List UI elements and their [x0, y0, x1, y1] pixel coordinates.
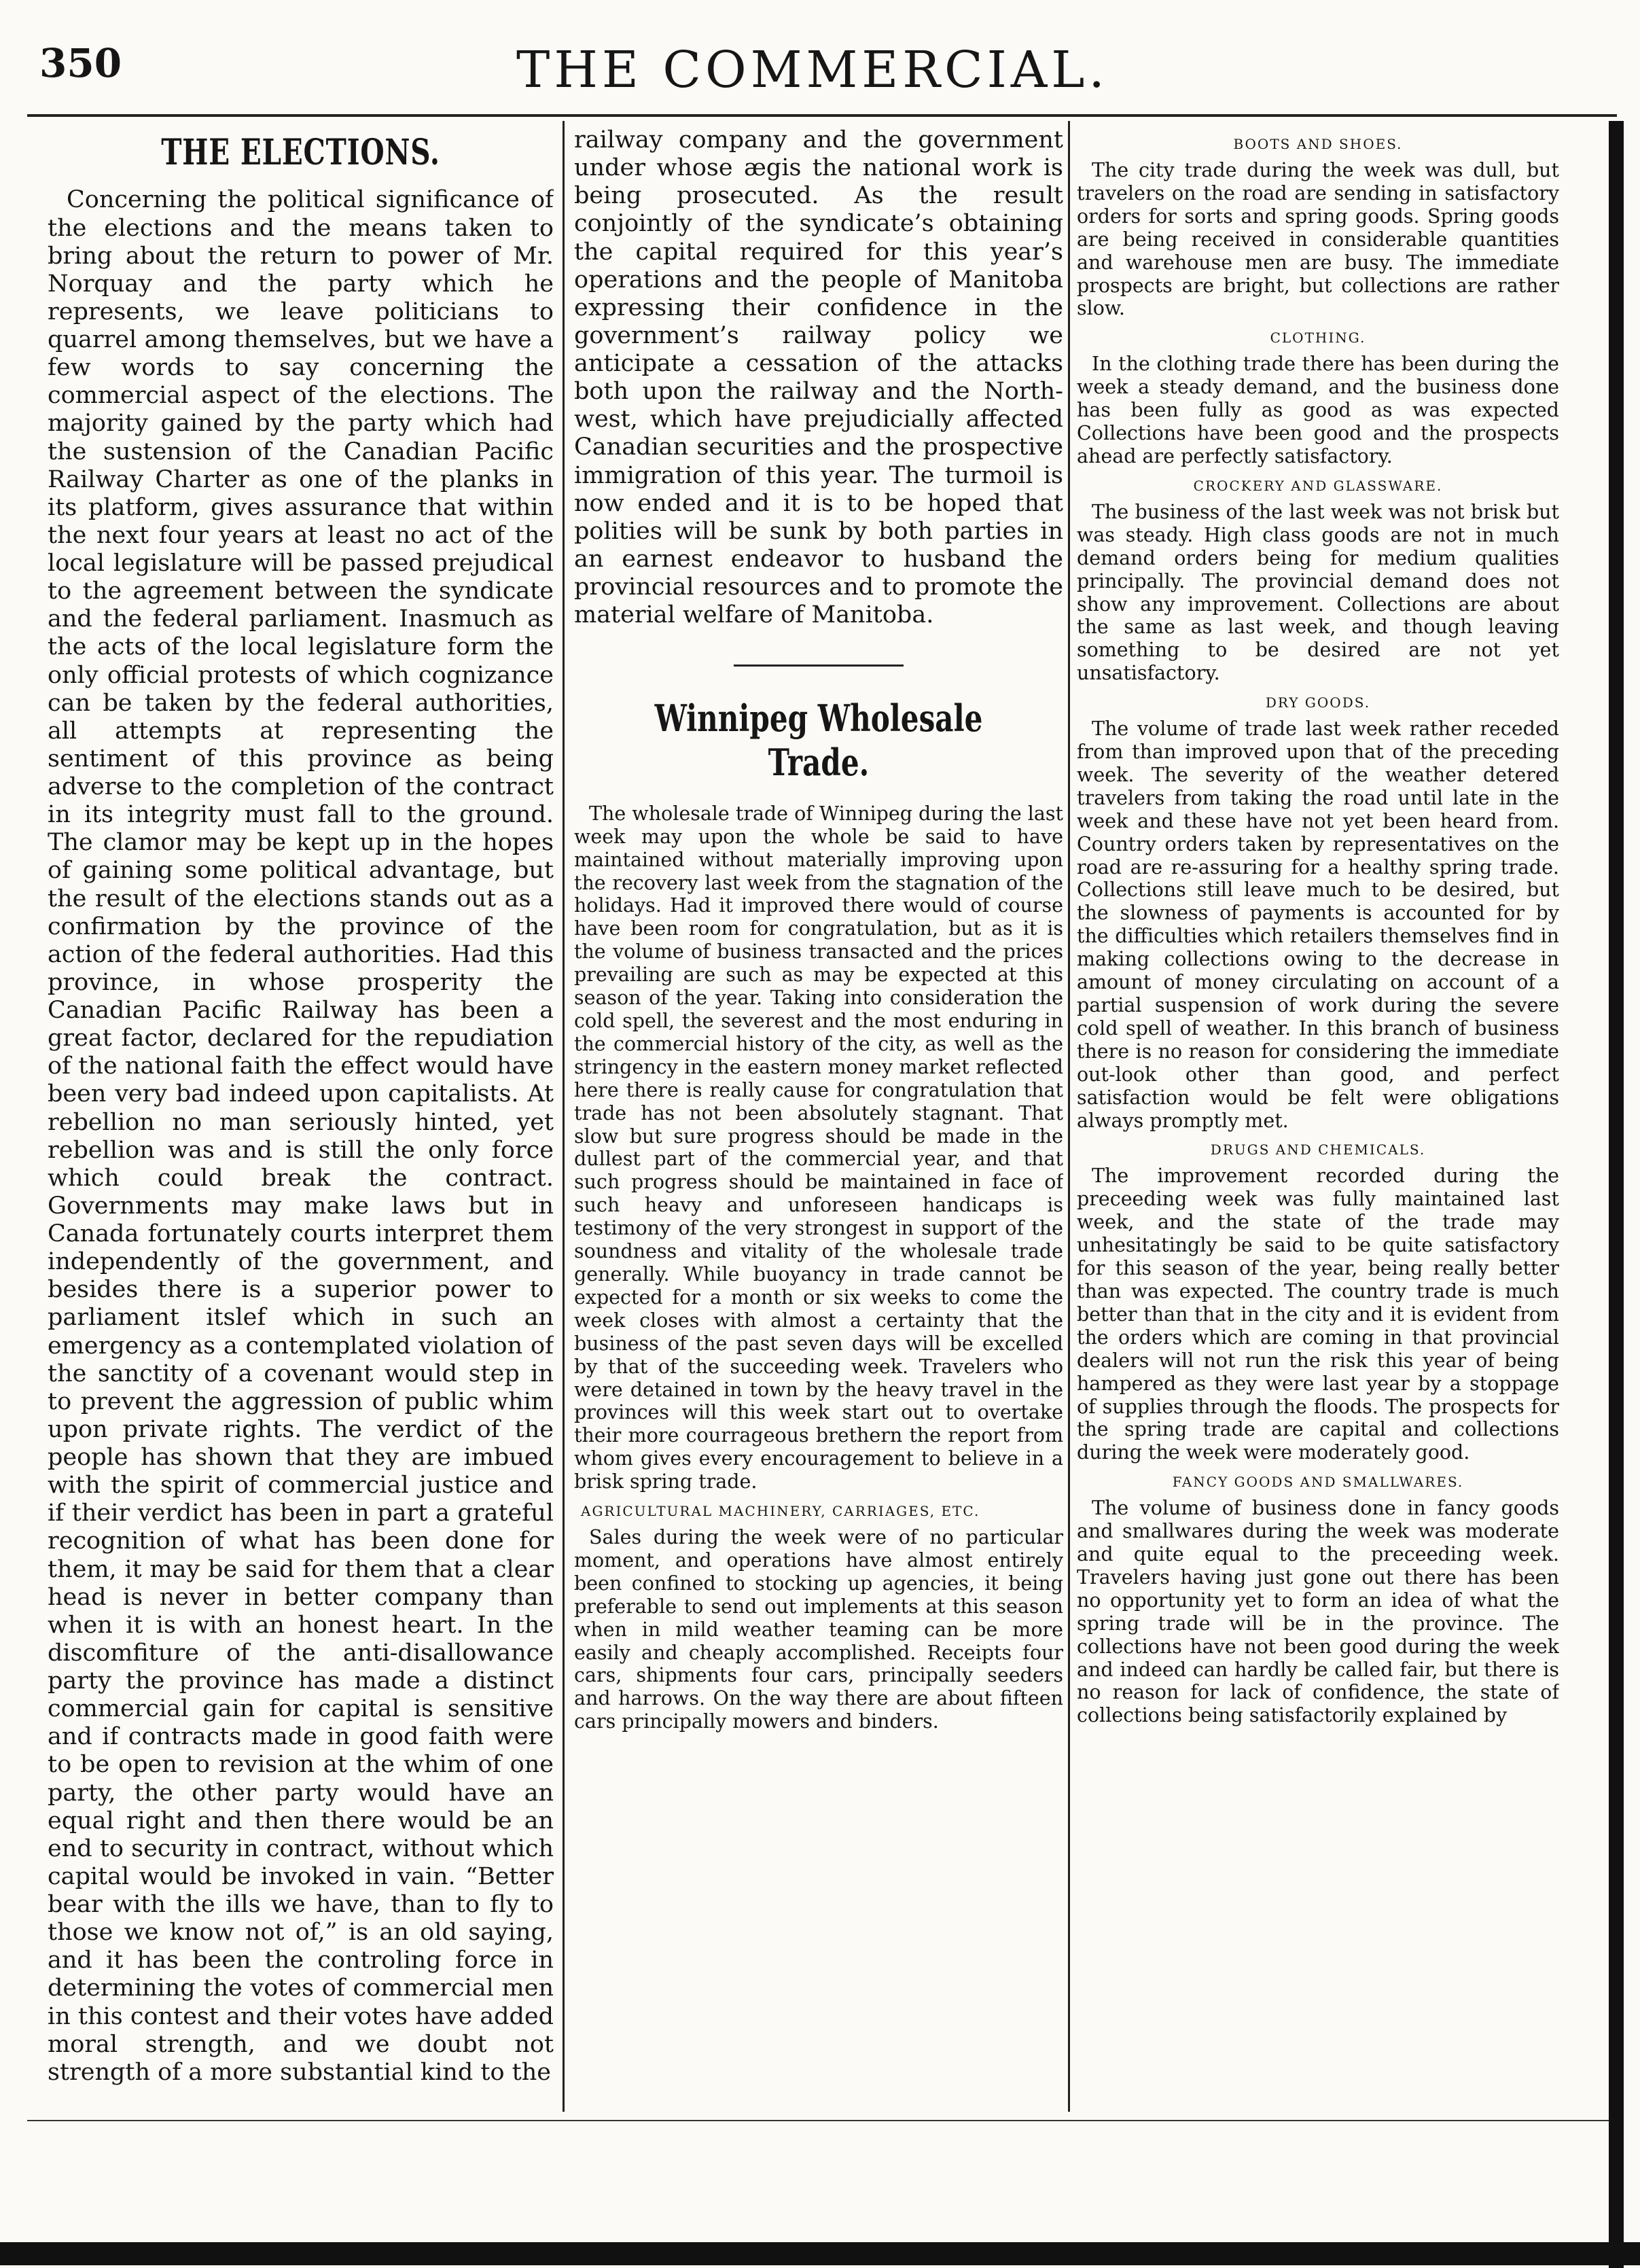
column-2 [574, 126, 1063, 2110]
section-text-agricultural: Sales during the week were of no particular moment, and operations have almost entirely been confined to stocking up agencies, it being preferable to send out implements at this season when in mild weather teaming can be more easily and cheaply accomplished. Receipts four cars, shipments four cars, principally seeders and harrows. On the way there are about fifteen cars principally mowers and binders. [574, 1526, 1063, 1733]
masthead: THE COMMERCIAL. [516, 41, 1109, 99]
section-text-drugs: The improvement recorded during the preceeding week was fully maintained last week, and the state of the trade may unhesitatingly be said to be quite satisfactory for this season of the year, being really better than was expected. The country trade is much better than that in the city and it is evident from the orders which are coming in that provincial dealers will not run the risk this year of being hampered as they were last year by a stoppage of supplies through the floods. The prospects for the spring trade are capital and collections during the week were moderately good. [1077, 1165, 1559, 1464]
column-3 [1077, 126, 1559, 2110]
column-1 [48, 126, 554, 2110]
section-heading-dry-goods: DRY GOODS. [1265, 694, 1371, 711]
section-heading-fancy-goods: FANCY GOODS AND SMALLWARES. [1172, 1474, 1464, 1491]
scan-bottom-shadow [0, 2242, 1640, 2265]
section-text-crockery: The business of the last week was not brisk but was steady. High class goods are not in much demand orders being for medium qualities principally. The provincial demand does not show any improvement. Collections are about the same as last week, and though leaving something to be desired are not yet unsatisfactory. [1077, 500, 1559, 685]
section-text-dry-goods: The volume of trade last week rather receded from than improved upon that of the preceding week. The severity of the weather detered travelers from taking the road until late in the week and these have not yet been heard from. Country orders taken by representatives on the road are re-assuring for a healthy spring trade. Collections still leave much to be desired, but the slowness of payments is accounted for by the difficulties which retailers themselves find in making collections owing to the decrease in amount of money circulating on account of a partial suspension of work during the severe cold spell of weather. In this branch of business there is no reason for considering the immediate out-look other than good, and perfect satisfaction would be felt were obligations always promptly met. [1077, 717, 1559, 1132]
bottom-rule [27, 2120, 1610, 2121]
section-text-fancy-goods: The volume of business done in fancy goods and smallwares during the week was moderate and quite equal to the preceeding week. Travelers having just gone out there has been no opportunity yet to form an idea of what the spring trade will be in the province. The collections have not been good during the week and indeed can hardly be called fair, but there is no reason for lack of confidence, the state of collections being satisfactorily explained by [1077, 1497, 1559, 1727]
header-rule [27, 114, 1617, 117]
section-heading-drugs: DRUGS AND CHEMICALS. [1210, 1141, 1426, 1158]
column-rule-2 [1068, 121, 1070, 2112]
wholesale-title: Winnipeg Wholesale Trade. [654, 696, 983, 785]
page-number: 350 [39, 40, 122, 86]
section-text-boots: The city trade during the week was dull, but travelers on the road are sending in satisfactory orders for sorts and spring goods. Spring goods are being received in considerable quantities and warehouse men are busy. The immediate prospects are bright, but collections are rather slow. [1077, 159, 1559, 320]
section-heading-crockery: CROCKERY AND GLASSWARE. [1193, 477, 1443, 494]
section-heading-clothing: CLOTHING. [1270, 330, 1366, 347]
elections-paragraph-continued: railway company and the government under whose ægis the national work is being prosecuted. As the result conjointly of the syndicate’s obtaining the capital required for this year’s operations and the people of Manitoba expressing their confidence in the government’s railway policy we anticipate a cessation of the attacks both upon the railway and the North-west, which have prejudicially affected Canadian securities and the prospective immigration of this year. The turmoil is now ended and it is to be hoped that polities will be sunk by both parties in an earnest endeavor to husband the provincial resources and to promote the material welfare of Manitoba. [574, 126, 1063, 629]
elections-article [48, 186, 554, 2087]
scan-edge-shadow [1609, 121, 1624, 2268]
wholesale-intro: The wholesale trade of Winnipeg during the last week may upon the whole be said to have maintained without materially improving upon the recovery last week from the stagnation of the holidays. Had it improved there would of course have been room for congratulation, but as it is the volume of business transacted and the prices prevailing are such as may be expected at this season of the year. Taking into consideration the cold spell, the severest and the most enduring in the commercial history of the city, as well as the stringency in the eastern money market reflected here there is really cause for congratulation that trade has not been absolutely stagnant. That slow but sure progress should be made in the dullest part of the commercial year, and that such progress should be maintained in face of such heavy and unforeseen handicaps is testimony of the very strongest in support of the soundness and vitality of the wholesale trade generally. While buoyancy in trade cannot be expected for a month or six weeks to come the week closes with almost a certainty that the business of the past seven days will be excelled by that of the succeeding week. Travelers who were detained in town by the heavy travel in the provinces will this week start out to overtake their more courrageous brethern the report from whom gives every encouragement to believe in a brisk spring trade. [574, 802, 1063, 1493]
section-heading-agricultural: AGRICULTURAL MACHINERY, CARRIAGES, ETC. [581, 1503, 980, 1520]
elections-paragraph: Concerning the political significance of the elections and the means taken to bring about the return to power of Mr. Norquay and the party which he represents, we leave politicians to quarrel among themselves, but we have a few words to say concerning the commercial aspect of the elections. The majority gained by the party which had the sustension of the Canadian Pacific Railway Charter as one of the planks in its platform, gives assurance that within the next four years at least no act of the local legislature will be passed prejudical to the agreement between the syndicate and the federal parliament. Inasmuch as the acts of the local legislature form the only official protests of which cognizance can be taken by the federal authorities, all attempts at representing the sentiment of this province as being adverse to the completion of the contract in its integrity must fall to the ground. The clamor may be kept up in the hopes of gaining some political advantage, but the result of the elections stands out as a confirmation by the province of the action of the federal authorities. Had this province, in whose prosperity the Canadian Pacific Railway has been a great factor, declared for the repudiation of the national faith the effect would have been very bad indeed upon capitalists. At rebellion no man seriously hinted, yet rebellion was and is still the only force which could break the contract. Governments may make laws but in Canada fortunately courts interpret them independently of the government, and besides there is a superior power to parliament itslef which in such an emergency as a contemplated violation of the sanctity of a covenant would step in to prevent the aggression of public whim upon private rights. The verdict of the people has shown that they are imbued with the spirit of commercial justice and if their verdict has been in part a grateful recognition of what has been done for them, it may be said for them that a clear head is never in better company than when it is with an honest heart. In the discomfiture of the anti-disallowance party the province has made a distinct commercial gain for capital is sensitive and if contracts made in good faith were to be open to revision at the whim of one party, the other party would have an equal right and then there would be an end to security in contract, without which capital would be invoked in vain. “Better bear with the ills we have, than to fly to those we know not of,” is an old saying, and it has been the controling force in determining the votes of commercial men in this contest and their votes have added moral strength, and we doubt not strength of a more substantial kind to the [48, 186, 554, 2086]
section-text-clothing: In the clothing trade there has been during the week a steady demand, and the business done has been fully as good as was expected Collections have been good and the prospects ahead are perfectly satisfactory. [1077, 353, 1559, 467]
elections-title: THE ELECTIONS. [161, 132, 440, 173]
section-heading-boots: BOOTS AND SHOES. [1233, 136, 1403, 152]
elections-continued [574, 126, 1063, 629]
title-rule [734, 665, 904, 667]
column-rule-1 [563, 121, 565, 2112]
